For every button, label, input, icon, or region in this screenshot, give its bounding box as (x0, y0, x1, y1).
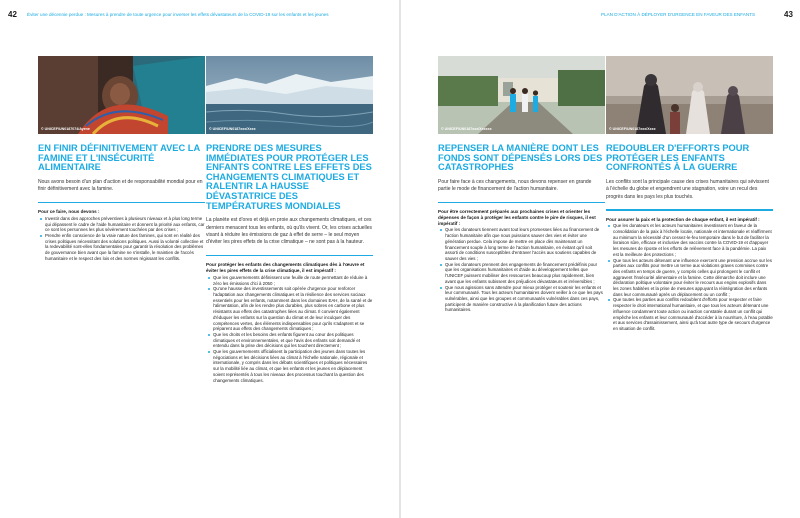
left-page (0, 0, 399, 518)
right-running-header: PLAN D'ACTION À DÉPLOYER D'URGENCE EN FAVEUR DES ENFANTS (601, 12, 756, 17)
left-running-header: Éviter une décennie perdue : Mesures à prendre de toute urgence pour inverser les effets dévastateurs de la COVID-19 sur les enfants et les jeunes (27, 12, 329, 17)
photo-credit: © UNICEF/UN0187xxx/Xxxx (609, 127, 656, 131)
section-title: PRENDRE DES MESURES IMMÉDIATES POUR PROTÉGER LES ENFANTS CONTRE LES EFFETS DES CHANGEMENTS CLIMATIQUES ET RALENTIR LA HAUSSE DÉVASTATRICE DES TEMPÉRATURES MONDIALES (206, 143, 372, 211)
right-page (401, 0, 800, 518)
section-divider (38, 202, 205, 204)
photo-women-children (606, 56, 773, 134)
column-conflict (606, 56, 773, 332)
column-funding (438, 56, 605, 313)
section-divider (438, 202, 605, 204)
section-intro: La planète est d'ores et déjà en proie aux changements climatiques, et ces derniers menacent tous les enfants, où qu'ils vivent. Or, les crises actuelles visant à réduire les émissions de gaz à effet de serre – le seul moyen d'éviter les pires effets de la crise climatique – ne sont pas à la hauteur. (206, 217, 373, 246)
list-item: Qu'une hausse des investissements soit opérée d'urgence pour renforcer l'adaptation aux changements climatiques et la résilience des services sociaux essentiels pour les enfants, notamment dans les domaines EAH, de la santé et de l'alimentation, afin de les rendre plus durables, plus sobres en carbone et plus résistants aux effets des catastrophes liées au climat. Il convient également d'éduquer les enfants sur la question du climat et de leur inculquer des compétences vertes, des éléments indispensables pour qu'ils s'adaptent et se préparent aux effets des changements climatiques ; (206, 286, 373, 332)
photo-credit: © UNICEF/UN0187xxx/Xxxxxx (441, 127, 492, 131)
list-item: Que les donateurs prennent des engagements de financement prédéfinis pour que les organisations humanitaires et d'aide au développement telles que l'UNICEF puissent mobiliser des ressources beaucoup plus rapidement, bien avant que les enfants subissent des préjudices dévastateurs et irréversibles ; (438, 262, 605, 285)
bullet-list (206, 275, 373, 383)
section-divider (206, 255, 373, 257)
photo-mother-child (38, 56, 205, 134)
list-item: Prendre enfin conscience de la vraie nature des famines, qui sont en réalité des crises politiques nécessitant des solutions politiques. Aussi la volonté collective et la redevabilité sont-elles fondamentales pour garantir la résolution des problèmes de gouvernance bien avant que la famine ne s'installe, le maintien de l'accès humanitaire et le respect des lois et des normes régissant les conflits. (38, 233, 205, 262)
section-divider (606, 209, 773, 211)
section-intro: Nous avons besoin d'un plan d'action et de responsabilité mondial pour en finir définitivement avec la famine. (38, 178, 203, 193)
photo-iceberg (206, 56, 373, 134)
subsection-heading: Pour être correctement préparés aux prochaines crises et orienter les dépenses de façon à protéger les enfants contre le pire de risques, il est impératif : (438, 209, 596, 226)
list-item: Que nous agissions sans attendre pour mieux protéger et soutenir les enfants et leur communauté. Tous les acteurs humanitaires doivent veiller à ce que les pays vulnérables, ainsi que les groupes et communautés vulnérables dans ces pays, participent de manière constructive à la planification future des actions humanitaires. (438, 285, 605, 314)
section-title: EN FINIR DÉFINITIVEMENT AVEC LA FAMINE ET L'INSÉCURITÉ ALIMENTAIRE (38, 143, 200, 173)
column-famine (38, 56, 205, 262)
section-title: REDOUBLER D'EFFORTS POUR PROTÉGER LES ENFANTS CONFRONTÉS À LA GUERRE (606, 143, 750, 173)
list-item: Que tous les acteurs détenant une influence exercent une pression accrue sur les parties aux conflits pour mettre un terme aux violations graves commises contre des enfants en temps de guerre, y compris celles qui prolongent le conflit et aggravent l'insécurité alimentaire et la famine. Cette démarche doit inclure une déclaration politique volontaire pour éviter le recours aux engins explosifs dans les zones habitées et la prise de mesures appuyant la réintégration des enfants dans leur communauté après un déplacement ou un conflit ; (606, 258, 773, 298)
bullet-list (438, 227, 605, 313)
subsection-heading: Pour protéger les enfants des changements climatiques dès à l'œuvre et éviter les pires effets de la crise climatique, il est impératif : (206, 262, 365, 274)
subsection-heading: Pour ce faire, nous devons : (38, 209, 100, 215)
list-item: Investir dans des approches préventives à plusieurs niveaux et à plus long terme qui dépassent le cadre de l'aide humanitaire et donnent la priorité aux enfants, car ce sont les personnes les plus sévèrement touchées par des crises ; (38, 216, 205, 233)
photo-credit: © UNICEF/UN0187xxx/Xxxx (209, 127, 256, 131)
bullet-list (38, 216, 205, 262)
list-item: Que les donateurs et les acteurs humanitaires investissent en faveur de la consolidation de la paix à l'échelle locale, nationale et internationale et réaffirment au minimum la nécessité d'un cessez-le-feu temporaire dans le but de faciliter la livraison sûre, efficace et inclusive des vaccins contre la COVID-19 et d'appuyer les mesures de riposte et les efforts de relèvement face à la pandémie. La paix est la meilleure des protections ; (606, 223, 773, 257)
column-climate (206, 56, 373, 383)
section-title: REPENSER LA MANIÈRE DONT LES FONDS SONT DÉPENSÉS LORS DES CATASTROPHES (438, 143, 603, 173)
photo-workers-road (438, 56, 605, 134)
list-item: Que les gouvernements définissent une feuille de route permettant de réduire à zéro les émissions d'ici à 2050 ; (206, 275, 373, 286)
section-intro: Les conflits sont la principale cause des crises humanitaires qui sévissent à l'échelle du globe et engendrent une stagnation, voire un recul des progrès dans les pays les plus touchés. (606, 178, 769, 200)
photo-credit: © UNICEF/UN0187074/Ayene (41, 127, 90, 131)
list-item: Que toutes les parties aux conflits redoublent d'efforts pour respecter et faire respecter le droit international humanitaire, et que tous les acteurs détenant une influence condamnent toute action ou inaction constatée durant un conflit qui empêche les enfants et leur communauté d'accéder à la nourriture, à l'eau potable et aux services d'assainissement, ainsi qu'à tout autre type de secours d'urgence en situation de conflit. (606, 297, 773, 331)
section-intro: Pour faire face à ces changements, nous devons repenser en grande partie le mode de financement de l'action humanitaire. (438, 178, 592, 193)
bullet-list (606, 223, 773, 331)
left-page-number: 42 (8, 10, 17, 19)
list-item: Que les donateurs tiennent avant tout leurs promesses liées au financement de l'action humanitaire afin que nous puissions sauver des vies et éviter une génération perdue. Cela impose de mettre en place dès maintenant un financement souple à long terme de l'action humanitaire, en évitant qu'il soit assorti de conditions susceptibles d'entraver l'accès aux soutiens capables de sauver des vies ; (438, 227, 605, 261)
list-item: Que les gouvernements officialisent la participation des jeunes dans toutes les négociations et les décisions liées au climat à l'échelle nationale, régionale et internationale, y compris dans les débats scientifiques et politiques nécessaires sur la mobilité liée au climat, et que les enfants et les jeunes en déplacement soient représentés à tous les niveaux des processus touchant la question des changements climatiques. (206, 349, 373, 383)
subsection-heading: Pour assurer la paix et la protection de chaque enfant, il est impératif : (606, 216, 760, 222)
list-item: Que les droits et les besoins des enfants figurent au cœur des politiques climatiques et environnementales, et que l'avis des enfants soit demandé et entendu dans la prise des décisions qui les touchent directement ; (206, 332, 373, 349)
right-page-number: 43 (784, 10, 793, 19)
